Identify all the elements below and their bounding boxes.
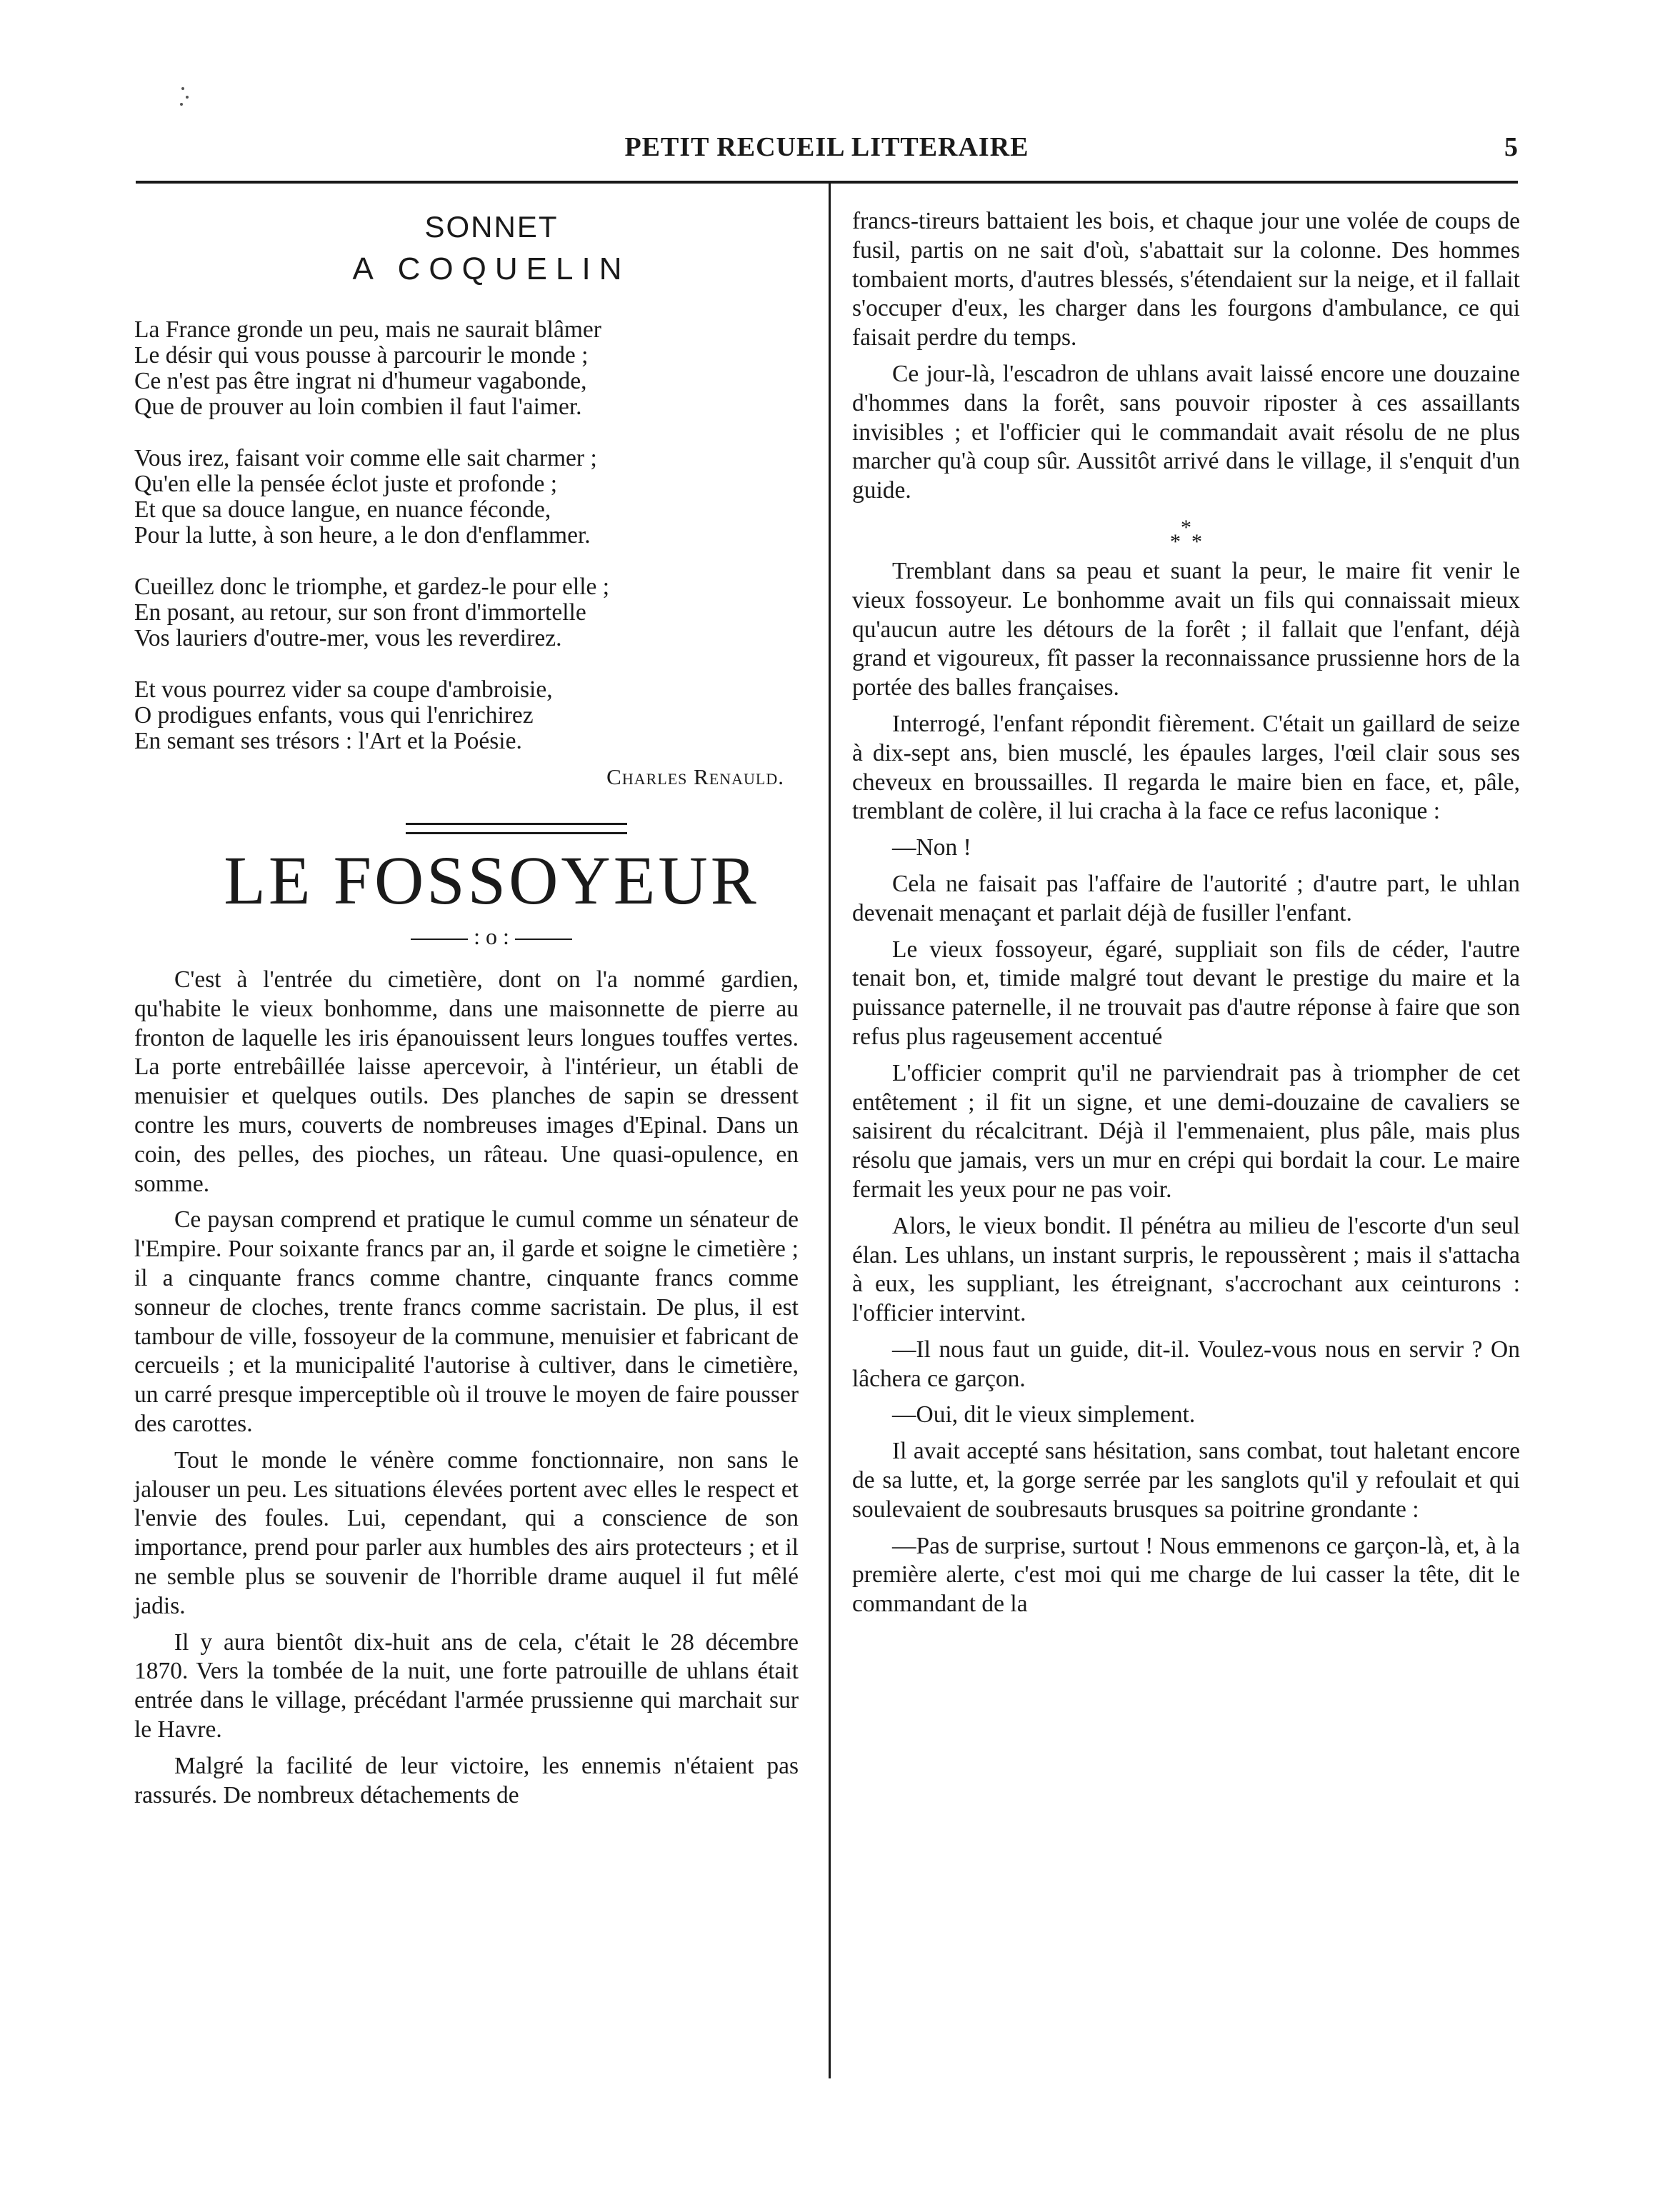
verse-line: La France gronde un peu, mais ne saurait blâmer — [134, 316, 601, 343]
story-paragraph: Interrogé, l'enfant répondit fièrement. C'était un gaillard de seize à dix-sept ans, bien musclé, les épaules larges, l'œil clair sous ses cheveux en broussailles. Il regarda le maire bien en face, et, pâle, tremblant de colère, il lui cracha à la face ce refus laconique : — [852, 710, 1520, 825]
story-paragraph: C'est à l'entrée du cimetière, dont on l'a nommé gardien, qu'habite le vieux bonhomme, dans une maisonnette de pierre au fronton de laquelle les iris épanouissent leurs longues touffes vertes. La porte entrebâillée laisse apercevoir, à l'intérieur, un établi de menuisier et quelques outils. Des planches de sapin se dressent contre les murs, couverts de nombreuses images d'Epinal. Dans un coin, des pelles, des pioches, un râteau. Une quasi-opulence, en somme. — [134, 966, 799, 1197]
story-paragraph: —Pas de surprise, surtout ! Nous emmenons ce garçon-là, et, à la première alerte, c'est moi qui me charge de lui casser la tête, dit le commandant de la — [852, 1532, 1520, 1618]
header-title: PETIT RECUEIL LITTERAIRE — [624, 132, 1029, 162]
story-body-left — [134, 966, 799, 1810]
verse-line: Pour la lutte, à son heure, a le don d'enflammer. — [134, 522, 591, 549]
story-paragraph: Alors, le vieux bondit. Il pénétra au milieu de l'escorte d'un seul élan. Les uhlans, un instant surpris, le repoussèrent ; mais il s'attacha à eux, les suppliant, les étreignant, s'accrochant aux ceinturons : l'officier intervint. — [852, 1212, 1520, 1327]
sonnet-stanza — [134, 677, 799, 754]
right-column — [852, 207, 1520, 1619]
verse-line: En semant ses trésors : l'Art et la Poésie. — [134, 728, 522, 754]
ornament-dash — [515, 939, 572, 940]
verse-line: Cueillez donc le triomphe, et gardez-le pour elle ; — [134, 574, 610, 600]
verse-line: Ce n'est pas être ingrat ni d'humeur vagabonde, — [134, 368, 587, 394]
verse-line: O prodigues enfants, vous qui l'enrichirez — [134, 702, 534, 729]
asterism — [852, 515, 1520, 554]
story-paragraph: —Oui, dit le vieux simplement. — [892, 1401, 1196, 1428]
verse-line: Le désir qui vous pousse à parcourir le monde ; — [134, 342, 589, 369]
verse-line: Vos lauriers d'outre-mer, vous les reverdirez. — [134, 625, 562, 651]
header-rule — [136, 181, 1518, 184]
asterism-stars: * * — [1170, 529, 1202, 554]
verse-line: Vous irez, faisant voir comme elle sait charmer ; — [134, 445, 597, 471]
verse-line: Et que sa douce langue, en nuance féconde, — [134, 496, 551, 523]
sonnet-subtitle: A COQUELIN — [352, 251, 631, 286]
story-paragraph: Tremblant dans sa peau et suant la peur, le maire fit venir le vieux fossoyeur. Le bonhomme avait un fils qui connaissait mieux qu'aucun autre les détours de la forêt ; il fallait que l'enfant, déjà grand et vigoureux, fît passer la reconnaissance prussienne hors de la portée des balles françaises. — [852, 557, 1520, 701]
verse-line: Que de prouver au loin combien il faut l'aimer. — [134, 394, 582, 420]
sonnet-stanza — [134, 446, 799, 549]
story-title: LE FOSSOYEUR — [224, 842, 759, 919]
story-paragraph: francs-tireurs battaient les bois, et chaque jour une volée de coups de fusil, partis on ne sait d'où, s'abattait sur la colonne. Des hommes tombaient morts, d'autres blessés, s'étendaient sur la neige, et il fallait s'occuper d'eux, les charger dans les fourgons d'ambulance, ce qui faisait perdre du temps. — [852, 208, 1520, 351]
verse-line: Qu'en elle la pensée éclot juste et profonde ; — [134, 471, 558, 497]
ornament-text: : o : — [474, 924, 509, 949]
story-paragraph: L'officier comprit qu'il ne parviendrait pas à triompher de cet entêtement ; il fit un signe, et une demi-douzaine de cavaliers se saisirent du récalcitrant. Déjà il l'emmenaient, plus pâle, mais plus résolu que jamais, vers un mur en crépi qui bordait la cour. Le maire fermait les yeux pour ne pas voir. — [852, 1059, 1520, 1203]
story-paragraph: Il avait accepté sans hésitation, sans combat, tout haletant encore de sa lutte, et, la gorge serrée par les sanglots qu'il y refoulait et qui soulevaient de soubresauts brusques sa poitrine grondante : — [852, 1438, 1520, 1523]
sonnet-signature: Charles Renauld. — [606, 764, 784, 789]
story-paragraph: —Il nous faut un guide, dit-il. Voulez-vous nous en servir ? On lâchera ce garçon. — [852, 1336, 1520, 1392]
story-paragraph: Cela ne faisait pas l'affaire de l'autorité ; d'autre part, le uhlan devenait menaçant et parlait déjà de fusiller l'enfant. — [852, 870, 1520, 926]
page-number: 5 — [1504, 132, 1518, 162]
verse-line: Et vous pourrez vider sa coupe d'ambroisie, — [134, 676, 553, 703]
running-header — [136, 129, 1518, 171]
column-divider — [829, 181, 831, 2078]
print-specks — [179, 84, 193, 113]
story-paragraph: Ce paysan comprend et pratique le cumul comme un sénateur de l'Empire. Pour soixante francs par an, il garde et soigne le cimetière ; il a cinquante francs comme chantre, cinquante francs comme sonneur de cloches, trente francs comme sacristain. De plus, il est tambour de ville, fossoyeur de la commune, menuisier et fabricant de cercueils ; et la municipalité l'autorise à cultiver, dans le cimetière, un carré presque imperceptible où il trouve le moyen de faire pousser des carottes. — [134, 1206, 799, 1437]
sonnet-stanza — [134, 317, 799, 420]
title-ornament — [184, 920, 799, 953]
story-paragraph: —Non ! — [892, 834, 971, 861]
ornament-dash — [411, 939, 468, 940]
story-paragraph: Tout le monde le vénère comme fonctionnaire, non sans le jalouser un peu. Les situations élevées portent avec elles le respect et l'envie des foules. Lui, cependant, qui a conscience de son importance, prend pour parler aux humbles des airs protecteurs ; et il ne semble plus se souvenir de l'horrible drame auquel il fut mêlé jadis. — [134, 1446, 799, 1619]
verse-line: En posant, au retour, sur son front d'immortelle — [134, 599, 586, 626]
story-paragraph: Le vieux fossoyeur, égaré, suppliait son fils de céder, l'autre tenait bon, et, timide malgré tout devant le prestige du maire et la puissance paternelle, il ne trouvait pas d'autre réponse à faire que son refus plus rageusement accentué — [852, 936, 1520, 1050]
story-paragraph: Il y aura bientôt dix-huit ans de cela, c'était le 28 décembre 1870. Vers la tombée de la nuit, une forte patrouille de uhlans était entrée dans le village, précédant l'armée prussienne qui marchait sur le Havre. — [134, 1628, 799, 1743]
section-double-rule — [406, 823, 627, 834]
sonnet-stanza — [134, 574, 799, 651]
story-paragraph: Malgré la facilité de leur victoire, les ennemis n'étaient pas rassurés. De nombreux détachements de — [134, 1752, 799, 1808]
sonnet-title: SONNET — [424, 210, 559, 244]
asterism-star: * — [1181, 515, 1191, 539]
story-paragraph: Ce jour-là, l'escadron de uhlans avait laissé encore une douzaine d'hommes dans la forêt, sans pouvoir riposter à ces assaillants invisibles ; et l'officier qui le commandait avait résolu de ne plus marcher qu'à coup sûr. Aussitôt arrivé dans le village, il s'enquit d'un guide. — [852, 360, 1520, 504]
left-column — [134, 207, 799, 1810]
